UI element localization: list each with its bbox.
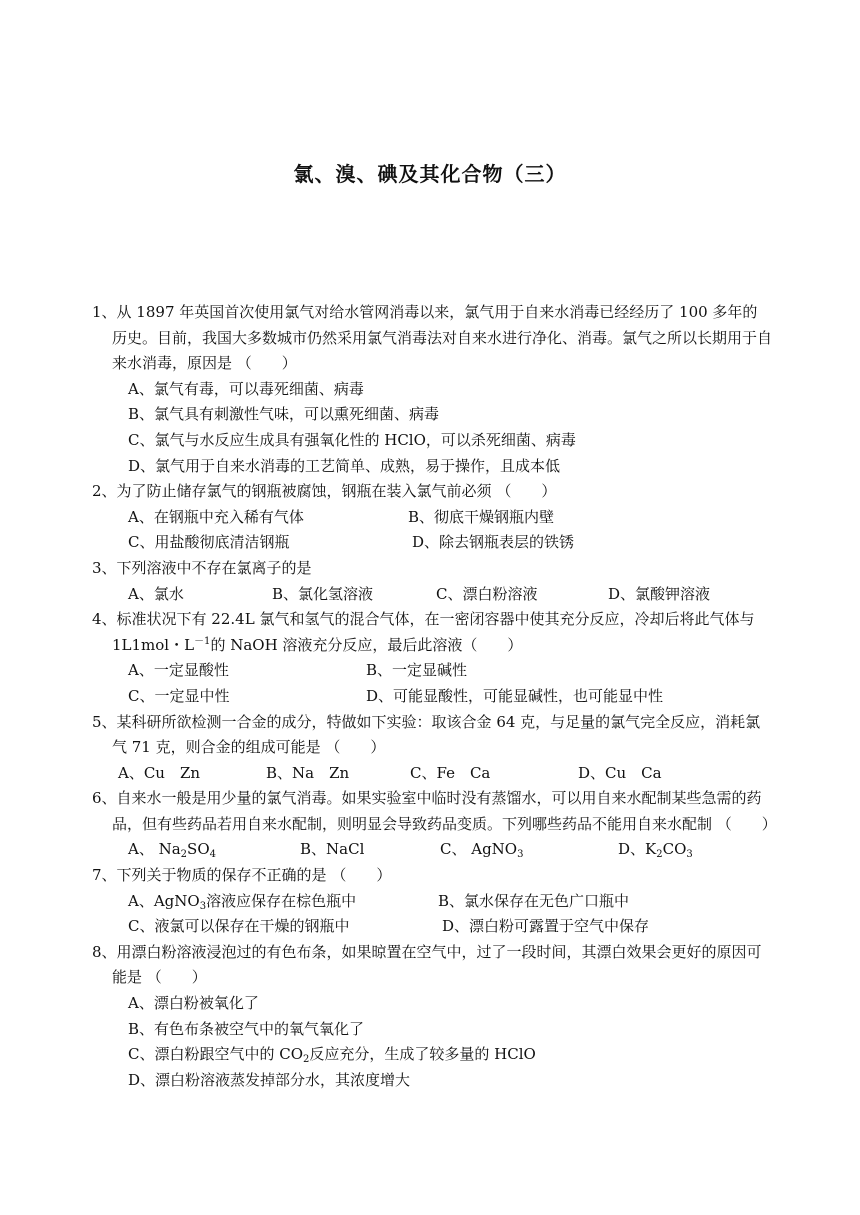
- question-3: [92, 556, 772, 607]
- q8-option-c: C、漂白粉跟空气中的 $CO_2$反应充分，生成了较多量的 HClO: [128, 1045, 536, 1066]
- q3-option-d: D、氯酸钾溶液: [608, 584, 711, 603]
- q8-option-a: A、漂白粉被氧化了: [128, 994, 259, 1013]
- page-title: 氯、溴、碘及其化合物（三）: [293, 162, 567, 186]
- q2-option-b: B、彻底干燥钢瓶内壁: [408, 507, 555, 526]
- question-3-text: 3、下列溶液中不存在氯离子的是: [92, 558, 312, 577]
- q3-option-c: C、漂白粉溶液: [436, 584, 538, 603]
- q6-option-b: B、NaCl: [300, 840, 365, 859]
- q4-option-d: D、可能显酸性，可能显碱性，也可能显中性: [366, 686, 664, 705]
- q1-option-a: A、氯气有毒，可以毒死细菌、病毒: [128, 379, 364, 398]
- q8-option-d: D、漂白粉溶液蒸发掉部分水，其浓度增大: [128, 1070, 411, 1089]
- q3-option-b: B、氯化氢溶液: [272, 584, 374, 603]
- q1-option-c: C、氯气与水反应生成具有强氧化性的 HClO，可以杀死细菌、病毒: [128, 430, 576, 449]
- question-4-text-end: 的 NaOH 溶液充分反应，最后此溶液（ ）: [210, 635, 523, 654]
- question-1-text: 1、从 1897 年英国首次使用氯气对给水管网消毒以来，氯气用于自来水消毒已经经历了 100 多年的历史。目前，我国大多数城市仍然采用氯气消毒法对自来水进行净化、消毒。氯气之所以长期用于自来水消毒，原因是 （ ）: [92, 303, 773, 373]
- q7-option-d: D、漂白粉可露置于空气中保存: [442, 917, 650, 936]
- q5-option-a: A、Cu Zn: [118, 763, 201, 782]
- question-4-text-main: 4、标准状况下有 22.4L 氯气和氢气的混合气体，在一密闭容器中使其充分反应，冷却后将此气体与 1L1mol・L: [92, 610, 755, 654]
- q8-option-b: B、有色布条被空气中的氧气氧化了: [128, 1019, 365, 1038]
- q1-option-d: D、氯气用于自来水消毒的工艺简单、成熟，易于操作，且成本低: [128, 456, 561, 475]
- q3-option-a: A、氯水: [128, 584, 184, 603]
- question-4: [92, 607, 772, 709]
- q5-option-d: D、Cu Ca: [578, 763, 662, 782]
- q7-option-a: A、AgNO$_3$溶液应保存在棕色瓶中: [128, 891, 357, 912]
- question-7-text: 7、下列关于物质的保存不正确的是 （ ）: [92, 866, 392, 885]
- q7-option-c: C、液氯可以保存在干燥的钢瓶中: [128, 917, 350, 936]
- question-list: [92, 300, 777, 1093]
- question-8-text: 8、用漂白粉溶液浸泡过的有色布条，如果晾置在空气中，过了一段时间，其漂白效果会更好的原因可能是 （ ）: [92, 942, 762, 987]
- question-5: [92, 710, 772, 787]
- q1-option-b: B、氯气具有刺激性气味，可以熏死细菌、病毒: [128, 405, 440, 424]
- q6-option-a: A、 $Na_2SO_4$: [128, 840, 216, 861]
- question-4-text: [92, 607, 772, 658]
- question-8: [92, 940, 772, 1094]
- q6-option-d: D、$K_2CO_3$: [618, 840, 693, 861]
- question-5-text: 5、某科研所欲检测一合金的成分，特做如下实验：取该合金 64 克，与足量的氯气完全反应，消耗氯气 71 克，则合金的组成可能是 （ ）: [92, 712, 761, 757]
- question-4-superscript: －1: [194, 635, 211, 647]
- q2-option-a: A、在钢瓶中充入稀有气体: [128, 507, 304, 526]
- question-7: [92, 863, 772, 940]
- question-1: [92, 300, 772, 479]
- question-6-text: 6、自来水一般是用少量的氯气消毒。如果实验室中临时没有蒸馏水，可以用自来水配制某些急需的药品，但有些药品若用自来水配制，则明显会导致药品变质。下列哪些药品不能用自来水配制 （ ）: [92, 789, 777, 833]
- q5-option-b: B、Na Zn: [266, 763, 350, 782]
- q4-option-b: B、一定显碱性: [366, 661, 468, 680]
- question-2: [92, 479, 772, 556]
- question-6: [92, 786, 777, 863]
- q2-option-c: C、用盐酸彻底清洁钢瓶: [128, 533, 290, 552]
- q5-option-c: C、Fe Ca: [410, 763, 491, 782]
- q4-option-a: A、一定显酸性: [128, 661, 229, 680]
- q7-option-b: B、氯水保存在无色广口瓶中: [438, 891, 630, 910]
- question-2-text: 2、为了防止储存氯气的钢瓶被腐蚀，钢瓶在装入氯气前必须 （ ）: [92, 482, 557, 501]
- q6-option-c: C、 AgNO$_3$: [440, 840, 524, 861]
- q2-option-d: D、除去钢瓶表层的铁锈: [412, 533, 575, 552]
- q4-option-c: C、一定显中性: [128, 686, 230, 705]
